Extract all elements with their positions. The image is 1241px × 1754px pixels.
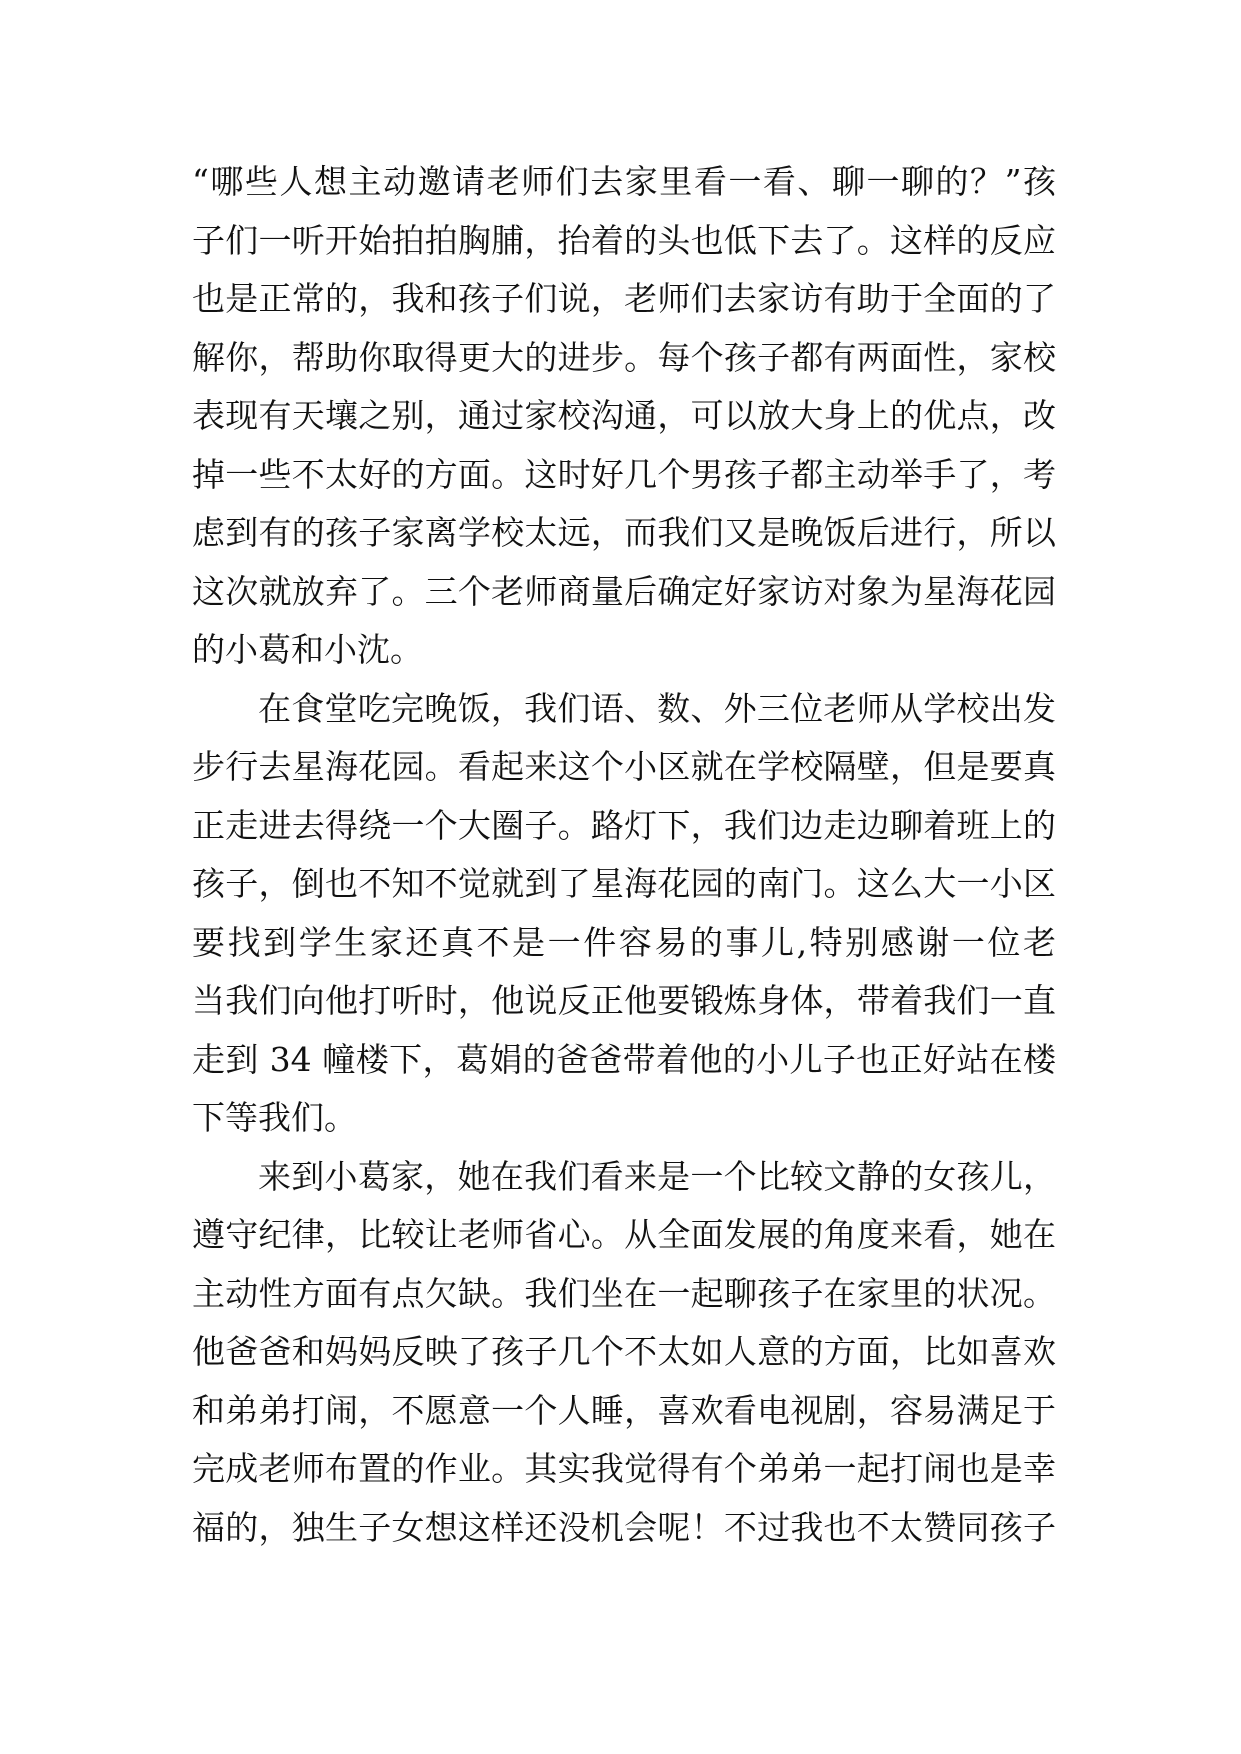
text-line: 福的，独生子女想这样还没机会呢！不过我也不太赞同孩子 <box>192 1507 1056 1547</box>
text-line: 解你，帮助你取得更大的进步。每个孩子都有两面性，家校 <box>192 337 1056 377</box>
paragraph <box>192 1148 1056 1558</box>
paragraph <box>192 680 1056 1148</box>
text-line: 子们一听开始拍拍胸脯，抬着的头也低下去了。这样的反应 <box>192 220 1056 260</box>
text-line: 表现有天壤之别，通过家校沟通，可以放大身上的优点，改 <box>192 396 1056 435</box>
text-line: 步行去星海花园。看起来这个小区就在学校隔壁，但是要真 <box>192 747 1056 786</box>
text-line: 也是正常的，我和孩子们说，老师们去家访有助于全面的了 <box>192 279 1056 318</box>
text-line: 走到 34 幢楼下，葛娟的爸爸带着他的小儿子也正好站在楼 <box>192 1039 1056 1079</box>
text-line: 下等我们。 <box>192 1098 357 1137</box>
text-line: “哪些人想主动邀请老师们去家里看一看、聊一聊的？”孩 <box>192 162 1056 201</box>
text-line: 的小葛和小沈。 <box>192 630 423 669</box>
text-line: 遵守纪律，比较让老师省心。从全面发展的角度来看，她在 <box>192 1215 1056 1254</box>
text-line: 正走进去得绕一个大圈子。路灯下，我们边走边聊着班上的 <box>192 805 1056 845</box>
text-line: 当我们向他打听时，他说反正他要锻炼身体，带着我们一直 <box>192 981 1056 1020</box>
body-text <box>192 153 1056 1557</box>
text-line: 这次就放弃了。三个老师商量后确定好家访对象为星海花园 <box>192 571 1056 611</box>
text-line: 他爸爸和妈妈反映了孩子几个不太如人意的方面，比如喜欢 <box>192 1332 1056 1371</box>
text-line: 掉一些不太好的方面。这时好几个男孩子都主动举手了，考 <box>192 454 1056 494</box>
text-line: 在食堂吃完晚饭，我们语、数、外三位老师从学校出发 <box>258 688 1056 728</box>
text-line: 虑到有的孩子家离学校太远，而我们又是晚饭后进行，所以 <box>192 513 1056 552</box>
text-line: 完成老师布置的作业。其实我觉得有个弟弟一起打闹也是幸 <box>192 1449 1056 1488</box>
text-line: 孩子，倒也不知不觉就到了星海花园的南门。这么大一小区 <box>192 864 1056 903</box>
text-line: 主动性方面有点欠缺。我们坐在一起聊孩子在家里的状况。 <box>192 1273 1056 1313</box>
text-line: 来到小葛家，她在我们看来是一个比较文静的女孩儿， <box>258 1156 1056 1196</box>
paragraph <box>192 153 1056 680</box>
text-line: 和弟弟打闹，不愿意一个人睡，喜欢看电视剧，容易满足于 <box>192 1390 1056 1430</box>
text-line: 要找到学生家还真不是一件容易的事儿,特别感谢一位老 <box>192 922 1056 962</box>
